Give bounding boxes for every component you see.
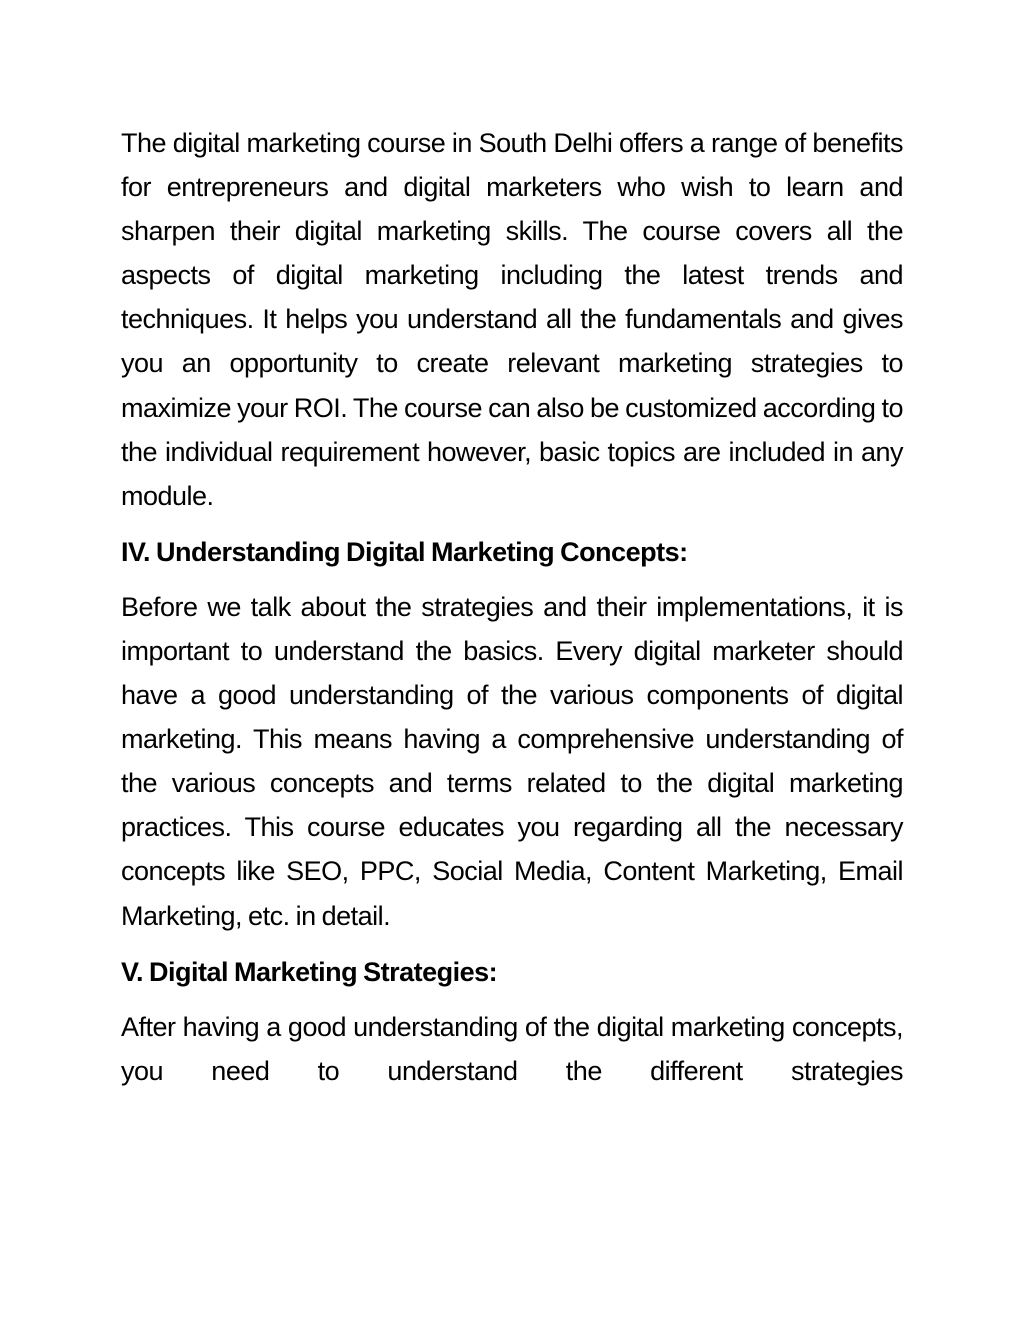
section-heading-iv: IV. Understanding Digital Marketing Concepts:: [121, 536, 688, 567]
document-page: [121, 121, 903, 1093]
concepts-paragraph: Before we talk about the strategies and their implementations, it is important to understand the basics. Every digital marketer should have a good understanding of the various components of digital marketing. This means having a comprehensive understanding of the various concepts and terms related to the digital marketing practices. This course educates you regarding all the necessary concepts like SEO, PPC, Social Media, Content Marketing, Email Marketing, etc. in detail.: [121, 591, 903, 931]
section-heading-v: V. Digital Marketing Strategies:: [121, 956, 498, 987]
course-benefits-paragraph: The digital marketing course in South Delhi offers a range of benefits for entrepreneurs and digital marketers who wish to learn and sharpen their digital marketing skills. The course covers all the aspects of digital marketing including the latest trends and techniques. It helps you understand all the fundamentals and gives you an opportunity to create relevant marketing strategies to maximize your ROI. The course can also be customized according to the individual requirement however, basic topics are included in any module.: [121, 128, 903, 511]
strategies-paragraph: After having a good understanding of the digital marketing concepts, you need to understand the different strategies: [121, 1011, 903, 1086]
